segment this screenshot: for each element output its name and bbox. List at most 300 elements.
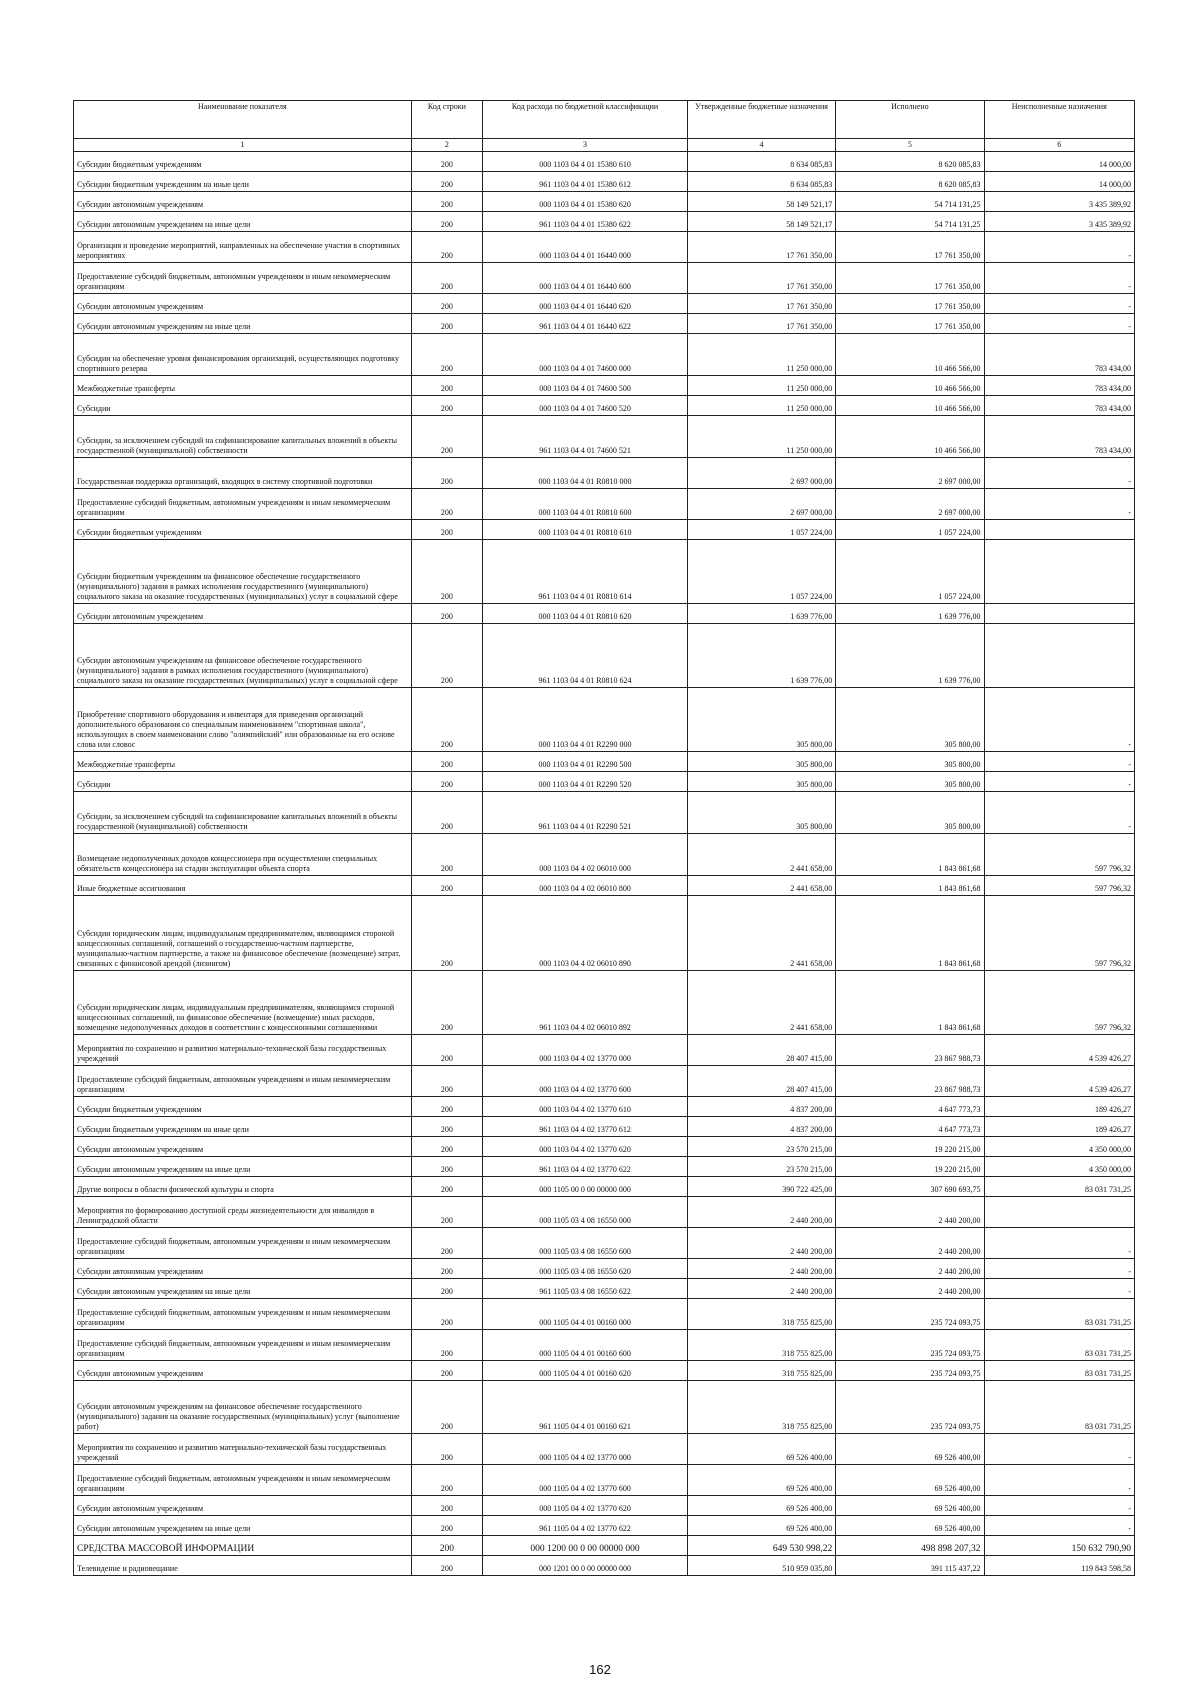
row-line-code: 200 bbox=[411, 232, 483, 263]
row-unexecuted-amount: 3 435 389,92 bbox=[984, 192, 1134, 212]
table-row bbox=[74, 772, 1135, 792]
table-row bbox=[74, 896, 1135, 971]
row-executed-amount: 498 898 207,32 bbox=[836, 1536, 984, 1556]
row-approved-amount: 11 250 000,00 bbox=[687, 416, 835, 458]
row-classification-code: 961 1103 04 4 02 13770 622 bbox=[483, 1157, 688, 1177]
row-approved-amount: 2 440 200,00 bbox=[687, 1197, 835, 1228]
row-unexecuted-amount: 597 796,32 bbox=[984, 971, 1134, 1035]
row-unexecuted-amount bbox=[984, 540, 1134, 604]
row-name: СРЕДСТВА МАССОВОЙ ИНФОРМАЦИИ bbox=[74, 1536, 412, 1556]
row-classification-code: 000 1103 04 4 01 74600 000 bbox=[483, 334, 688, 376]
row-classification-code: 961 1103 04 4 01 74600 521 bbox=[483, 416, 688, 458]
column-number: 4 bbox=[687, 139, 835, 152]
budget-execution-table bbox=[73, 100, 1135, 1576]
row-approved-amount: 2 441 658,00 bbox=[687, 834, 835, 876]
row-executed-amount: 69 526 400,00 bbox=[836, 1516, 984, 1536]
row-unexecuted-amount: 119 843 598,58 bbox=[984, 1556, 1134, 1576]
table-row bbox=[74, 1279, 1135, 1299]
row-unexecuted-amount: - bbox=[984, 1259, 1134, 1279]
row-line-code: 200 bbox=[411, 376, 483, 396]
row-classification-code: 000 1105 04 4 01 00160 600 bbox=[483, 1330, 688, 1361]
row-executed-amount: 10 466 566,00 bbox=[836, 334, 984, 376]
row-classification-code: 000 1105 04 4 01 00160 000 bbox=[483, 1299, 688, 1330]
table-row bbox=[74, 1097, 1135, 1117]
row-unexecuted-amount bbox=[984, 604, 1134, 624]
row-executed-amount: 69 526 400,00 bbox=[836, 1434, 984, 1465]
row-unexecuted-amount: 597 796,32 bbox=[984, 834, 1134, 876]
row-executed-amount: 2 440 200,00 bbox=[836, 1259, 984, 1279]
row-executed-amount: 1 057 224,00 bbox=[836, 540, 984, 604]
header-unexecuted: Неисполненные назначения bbox=[984, 101, 1134, 139]
row-approved-amount: 23 570 215,00 bbox=[687, 1157, 835, 1177]
row-line-code: 200 bbox=[411, 792, 483, 834]
row-line-code: 200 bbox=[411, 1381, 483, 1434]
row-approved-amount: 17 761 350,00 bbox=[687, 294, 835, 314]
row-classification-code: 000 1105 00 0 00 00000 000 bbox=[483, 1177, 688, 1197]
row-name: Субсидии бюджетным учреждениям bbox=[74, 152, 412, 172]
row-approved-amount: 1 639 776,00 bbox=[687, 624, 835, 688]
table-row bbox=[74, 792, 1135, 834]
row-unexecuted-amount: 783 434,00 bbox=[984, 416, 1134, 458]
row-unexecuted-amount: - bbox=[984, 1516, 1134, 1536]
row-executed-amount: 305 800,00 bbox=[836, 772, 984, 792]
row-executed-amount: 10 466 566,00 bbox=[836, 416, 984, 458]
row-name: Субсидии бюджетным учреждениям на иные цели bbox=[74, 172, 412, 192]
row-line-code: 200 bbox=[411, 876, 483, 896]
row-unexecuted-amount: - bbox=[984, 1279, 1134, 1299]
table-row bbox=[74, 1299, 1135, 1330]
row-unexecuted-amount: - bbox=[984, 294, 1134, 314]
row-unexecuted-amount: - bbox=[984, 232, 1134, 263]
row-approved-amount: 8 634 085,83 bbox=[687, 172, 835, 192]
row-approved-amount: 17 761 350,00 bbox=[687, 314, 835, 334]
row-approved-amount: 1 639 776,00 bbox=[687, 604, 835, 624]
header-classification-code: Код расхода по бюджетной классификации bbox=[483, 101, 688, 139]
row-name: Субсидии автономным учреждениям bbox=[74, 1259, 412, 1279]
row-classification-code: 000 1105 03 4 08 16550 600 bbox=[483, 1228, 688, 1259]
row-line-code: 200 bbox=[411, 624, 483, 688]
row-unexecuted-amount: - bbox=[984, 1465, 1134, 1496]
row-approved-amount: 318 755 825,00 bbox=[687, 1361, 835, 1381]
table-row bbox=[74, 172, 1135, 192]
row-name: Предоставление субсидий бюджетным, автономным учреждениям и иным некоммерческим организациям bbox=[74, 1330, 412, 1361]
row-approved-amount: 28 407 415,00 bbox=[687, 1066, 835, 1097]
row-line-code: 200 bbox=[411, 772, 483, 792]
row-unexecuted-amount: 150 632 790,90 bbox=[984, 1536, 1134, 1556]
table-row bbox=[74, 416, 1135, 458]
row-approved-amount: 2 697 000,00 bbox=[687, 458, 835, 489]
header-indicator-name: Наименование показателя bbox=[74, 101, 412, 139]
table-row bbox=[74, 376, 1135, 396]
row-executed-amount: 305 800,00 bbox=[836, 792, 984, 834]
row-unexecuted-amount bbox=[984, 1197, 1134, 1228]
row-approved-amount: 1 057 224,00 bbox=[687, 540, 835, 604]
row-approved-amount: 318 755 825,00 bbox=[687, 1299, 835, 1330]
row-approved-amount: 305 800,00 bbox=[687, 792, 835, 834]
row-name: Субсидии автономным учреждениям на иные цели bbox=[74, 1516, 412, 1536]
column-number: 3 bbox=[483, 139, 688, 152]
row-name: Государственная поддержка организаций, входящих в систему спортивной подготовки bbox=[74, 458, 412, 489]
row-executed-amount: 1 639 776,00 bbox=[836, 604, 984, 624]
row-name: Субсидии автономным учреждениям на иные цели bbox=[74, 1279, 412, 1299]
row-name: Предоставление субсидий бюджетным, автономным учреждениям и иным некоммерческим организациям bbox=[74, 489, 412, 520]
row-approved-amount: 1 057 224,00 bbox=[687, 520, 835, 540]
table-row bbox=[74, 1259, 1135, 1279]
row-name: Мероприятия по сохранению и развитию материально-технической базы государственных учреждений bbox=[74, 1035, 412, 1066]
table-row bbox=[74, 688, 1135, 752]
row-approved-amount: 11 250 000,00 bbox=[687, 396, 835, 416]
row-line-code: 200 bbox=[411, 834, 483, 876]
row-unexecuted-amount: 783 434,00 bbox=[984, 376, 1134, 396]
row-approved-amount: 649 530 998,22 bbox=[687, 1536, 835, 1556]
row-classification-code: 961 1103 04 4 01 15380 622 bbox=[483, 212, 688, 232]
row-unexecuted-amount: 597 796,32 bbox=[984, 896, 1134, 971]
row-unexecuted-amount: 3 435 389,92 bbox=[984, 212, 1134, 232]
row-executed-amount: 235 724 093,75 bbox=[836, 1381, 984, 1434]
row-line-code: 200 bbox=[411, 1516, 483, 1536]
table-row bbox=[74, 1381, 1135, 1434]
row-name: Субсидии бюджетным учреждениям bbox=[74, 1097, 412, 1117]
row-classification-code: 000 1103 04 4 01 16440 000 bbox=[483, 232, 688, 263]
row-executed-amount: 8 620 085,83 bbox=[836, 152, 984, 172]
row-name: Предоставление субсидий бюджетным, автономным учреждениям и иным некоммерческим организациям bbox=[74, 1465, 412, 1496]
table-row bbox=[74, 334, 1135, 376]
row-unexecuted-amount: 189 426,27 bbox=[984, 1117, 1134, 1137]
row-line-code: 200 bbox=[411, 1556, 483, 1576]
row-approved-amount: 305 800,00 bbox=[687, 772, 835, 792]
row-classification-code: 961 1105 04 4 02 13770 622 bbox=[483, 1516, 688, 1536]
table-row bbox=[74, 232, 1135, 263]
row-approved-amount: 2 441 658,00 bbox=[687, 896, 835, 971]
row-line-code: 200 bbox=[411, 752, 483, 772]
row-name: Субсидии на обеспечение уровня финансирования организаций, осуществляющих подготовку спортивного резерва bbox=[74, 334, 412, 376]
row-name: Субсидии автономным учреждениям bbox=[74, 294, 412, 314]
header-line-code: Код строки bbox=[411, 101, 483, 139]
row-classification-code: 000 1103 04 4 02 13770 610 bbox=[483, 1097, 688, 1117]
row-approved-amount: 23 570 215,00 bbox=[687, 1137, 835, 1157]
row-unexecuted-amount: 4 350 000,00 bbox=[984, 1137, 1134, 1157]
row-line-code: 200 bbox=[411, 1157, 483, 1177]
row-line-code: 200 bbox=[411, 896, 483, 971]
row-classification-code: 000 1103 04 4 01 R0810 600 bbox=[483, 489, 688, 520]
table-row bbox=[74, 1465, 1135, 1496]
row-unexecuted-amount: 83 031 731,25 bbox=[984, 1177, 1134, 1197]
row-executed-amount: 23 867 988,73 bbox=[836, 1066, 984, 1097]
row-name: Приобретение спортивного оборудования и инвентаря для приведения организаций дополнительного образования со специальным наименованием "спортивная школа", использующих в своем наименовании слово "олимпийский" или образованные на его основе слова или словос bbox=[74, 688, 412, 752]
row-classification-code: 000 1105 03 4 08 16550 000 bbox=[483, 1197, 688, 1228]
table-row bbox=[74, 1157, 1135, 1177]
row-name: Субсидии бюджетным учреждениям bbox=[74, 520, 412, 540]
row-name: Субсидии бюджетным учреждениям на иные цели bbox=[74, 1117, 412, 1137]
table-row bbox=[74, 396, 1135, 416]
row-approved-amount: 17 761 350,00 bbox=[687, 232, 835, 263]
row-classification-code: 000 1200 00 0 00 00000 000 bbox=[483, 1536, 688, 1556]
row-line-code: 200 bbox=[411, 416, 483, 458]
row-unexecuted-amount: 783 434,00 bbox=[984, 334, 1134, 376]
table-row bbox=[74, 1536, 1135, 1556]
row-name: Телевидение и радиовещание bbox=[74, 1556, 412, 1576]
row-approved-amount: 390 722 425,00 bbox=[687, 1177, 835, 1197]
row-classification-code: 000 1103 04 4 02 06010 000 bbox=[483, 834, 688, 876]
table-row bbox=[74, 1066, 1135, 1097]
row-line-code: 200 bbox=[411, 489, 483, 520]
row-classification-code: 000 1103 04 4 02 06010 800 bbox=[483, 876, 688, 896]
row-unexecuted-amount: 4 350 000,00 bbox=[984, 1157, 1134, 1177]
row-approved-amount: 2 440 200,00 bbox=[687, 1279, 835, 1299]
row-classification-code: 000 1105 04 4 02 13770 600 bbox=[483, 1465, 688, 1496]
row-line-code: 200 bbox=[411, 1197, 483, 1228]
row-executed-amount: 23 867 988,73 bbox=[836, 1035, 984, 1066]
row-name: Субсидии автономным учреждениям на финансовое обеспечение государственного (муниципального) задания в рамках исполнения государственного (муниципального) социального заказа на оказание государственных (муниципальных) услуг в социальной сфере bbox=[74, 624, 412, 688]
row-approved-amount: 4 837 200,00 bbox=[687, 1117, 835, 1137]
table-row bbox=[74, 834, 1135, 876]
row-name: Субсидии автономным учреждениям bbox=[74, 1137, 412, 1157]
table-row bbox=[74, 520, 1135, 540]
row-executed-amount: 54 714 131,25 bbox=[836, 192, 984, 212]
row-executed-amount: 235 724 093,75 bbox=[836, 1330, 984, 1361]
row-approved-amount: 69 526 400,00 bbox=[687, 1434, 835, 1465]
row-line-code: 200 bbox=[411, 971, 483, 1035]
row-line-code: 200 bbox=[411, 192, 483, 212]
row-approved-amount: 305 800,00 bbox=[687, 688, 835, 752]
row-name: Субсидии, за исключением субсидий на софинансирование капитальных вложений в объекты государственной (муниципальной) собственности bbox=[74, 416, 412, 458]
row-unexecuted-amount: - bbox=[984, 458, 1134, 489]
row-approved-amount: 2 441 658,00 bbox=[687, 971, 835, 1035]
column-number: 5 bbox=[836, 139, 984, 152]
row-name: Предоставление субсидий бюджетным, автономным учреждениям и иным некоммерческим организациям bbox=[74, 1066, 412, 1097]
row-line-code: 200 bbox=[411, 1330, 483, 1361]
row-unexecuted-amount: - bbox=[984, 772, 1134, 792]
row-classification-code: 000 1105 04 4 02 13770 000 bbox=[483, 1434, 688, 1465]
column-number: 1 bbox=[74, 139, 412, 152]
row-line-code: 200 bbox=[411, 458, 483, 489]
row-classification-code: 000 1103 04 4 01 15380 620 bbox=[483, 192, 688, 212]
row-line-code: 200 bbox=[411, 1259, 483, 1279]
row-executed-amount: 17 761 350,00 bbox=[836, 314, 984, 334]
row-line-code: 200 bbox=[411, 1496, 483, 1516]
row-classification-code: 000 1103 04 4 01 R0810 610 bbox=[483, 520, 688, 540]
row-line-code: 200 bbox=[411, 1177, 483, 1197]
row-line-code: 200 bbox=[411, 1465, 483, 1496]
row-classification-code: 961 1103 04 4 02 13770 612 bbox=[483, 1117, 688, 1137]
row-name: Субсидии автономным учреждениям на финансовое обеспечение государственного (муниципального) задания на оказание государственных (муниципальных) услуг (выполнение работ) bbox=[74, 1381, 412, 1434]
column-number: 2 bbox=[411, 139, 483, 152]
row-classification-code: 000 1201 00 0 00 00000 000 bbox=[483, 1556, 688, 1576]
row-executed-amount: 69 526 400,00 bbox=[836, 1465, 984, 1496]
row-name: Иные бюджетные ассигнования bbox=[74, 876, 412, 896]
table-row bbox=[74, 294, 1135, 314]
row-unexecuted-amount: - bbox=[984, 792, 1134, 834]
row-executed-amount: 69 526 400,00 bbox=[836, 1496, 984, 1516]
row-executed-amount: 391 115 437,22 bbox=[836, 1556, 984, 1576]
row-executed-amount: 2 697 000,00 bbox=[836, 489, 984, 520]
row-executed-amount: 10 466 566,00 bbox=[836, 396, 984, 416]
row-name: Возмещение недополученных доходов концессионера при осуществлении специальных обязательств концессионера на стадии эксплуатации объекта спорта bbox=[74, 834, 412, 876]
row-classification-code: 000 1103 04 4 01 R2290 520 bbox=[483, 772, 688, 792]
row-line-code: 200 bbox=[411, 396, 483, 416]
row-executed-amount: 305 800,00 bbox=[836, 752, 984, 772]
row-executed-amount: 10 466 566,00 bbox=[836, 376, 984, 396]
table-row bbox=[74, 458, 1135, 489]
column-number-row bbox=[74, 139, 1135, 152]
row-name: Мероприятия по сохранению и развитию материально-технической базы государственных учреждений bbox=[74, 1434, 412, 1465]
row-approved-amount: 69 526 400,00 bbox=[687, 1496, 835, 1516]
row-classification-code: 961 1103 04 4 01 R0810 614 bbox=[483, 540, 688, 604]
row-classification-code: 961 1103 04 4 02 06010 892 bbox=[483, 971, 688, 1035]
table-row bbox=[74, 1177, 1135, 1197]
row-line-code: 200 bbox=[411, 1117, 483, 1137]
row-unexecuted-amount bbox=[984, 624, 1134, 688]
row-executed-amount: 1 843 861,68 bbox=[836, 896, 984, 971]
table-row bbox=[74, 876, 1135, 896]
row-name: Предоставление субсидий бюджетным, автономным учреждениям и иным некоммерческим организациям bbox=[74, 1228, 412, 1259]
row-line-code: 200 bbox=[411, 1097, 483, 1117]
row-classification-code: 000 1103 04 4 01 16440 620 bbox=[483, 294, 688, 314]
row-name: Межбюджетные трансферты bbox=[74, 752, 412, 772]
table-row bbox=[74, 624, 1135, 688]
table-row bbox=[74, 604, 1135, 624]
table-row bbox=[74, 192, 1135, 212]
row-executed-amount: 2 440 200,00 bbox=[836, 1228, 984, 1259]
row-unexecuted-amount: 14 000,00 bbox=[984, 172, 1134, 192]
header-approved: Утвержденные бюджетные назначения bbox=[687, 101, 835, 139]
row-executed-amount: 4 647 773,73 bbox=[836, 1097, 984, 1117]
row-executed-amount: 8 620 085,83 bbox=[836, 172, 984, 192]
row-line-code: 200 bbox=[411, 604, 483, 624]
row-executed-amount: 307 690 693,75 bbox=[836, 1177, 984, 1197]
row-executed-amount: 19 220 215,00 bbox=[836, 1137, 984, 1157]
row-name: Субсидии автономным учреждениям bbox=[74, 192, 412, 212]
row-line-code: 200 bbox=[411, 688, 483, 752]
row-executed-amount: 17 761 350,00 bbox=[836, 294, 984, 314]
header-executed: Исполнено bbox=[836, 101, 984, 139]
row-line-code: 200 bbox=[411, 152, 483, 172]
page-number: 162 bbox=[589, 1662, 611, 1677]
table-row bbox=[74, 489, 1135, 520]
row-classification-code: 000 1103 04 4 02 13770 600 bbox=[483, 1066, 688, 1097]
row-approved-amount: 11 250 000,00 bbox=[687, 376, 835, 396]
row-executed-amount: 1 843 861,68 bbox=[836, 876, 984, 896]
row-approved-amount: 2 440 200,00 bbox=[687, 1228, 835, 1259]
table-row bbox=[74, 1117, 1135, 1137]
row-line-code: 200 bbox=[411, 1361, 483, 1381]
row-approved-amount: 2 441 658,00 bbox=[687, 876, 835, 896]
table-row bbox=[74, 1035, 1135, 1066]
row-approved-amount: 69 526 400,00 bbox=[687, 1465, 835, 1496]
table-body bbox=[74, 152, 1135, 1576]
row-classification-code: 000 1103 04 4 01 16440 600 bbox=[483, 263, 688, 294]
row-name: Другие вопросы в области физической культуры и спорта bbox=[74, 1177, 412, 1197]
row-classification-code: 000 1105 03 4 08 16550 620 bbox=[483, 1259, 688, 1279]
row-executed-amount: 2 440 200,00 bbox=[836, 1197, 984, 1228]
row-approved-amount: 4 837 200,00 bbox=[687, 1097, 835, 1117]
row-name: Организация и проведение мероприятий, направленных на обеспечение участия в спортивных мероприятиях bbox=[74, 232, 412, 263]
row-unexecuted-amount: - bbox=[984, 314, 1134, 334]
row-name: Субсидии автономным учреждениям на иные цели bbox=[74, 314, 412, 334]
table-row bbox=[74, 1361, 1135, 1381]
row-line-code: 200 bbox=[411, 1299, 483, 1330]
row-executed-amount: 1 639 776,00 bbox=[836, 624, 984, 688]
table-row bbox=[74, 971, 1135, 1035]
row-executed-amount: 4 647 773,73 bbox=[836, 1117, 984, 1137]
row-classification-code: 000 1103 04 4 01 15380 610 bbox=[483, 152, 688, 172]
row-line-code: 200 bbox=[411, 212, 483, 232]
row-line-code: 200 bbox=[411, 1536, 483, 1556]
row-name: Субсидии автономным учреждениям bbox=[74, 604, 412, 624]
row-line-code: 200 bbox=[411, 1137, 483, 1157]
row-unexecuted-amount: 4 539 426,27 bbox=[984, 1035, 1134, 1066]
row-executed-amount: 19 220 215,00 bbox=[836, 1157, 984, 1177]
row-line-code: 200 bbox=[411, 1066, 483, 1097]
row-name: Субсидии автономным учреждениям bbox=[74, 1361, 412, 1381]
table-row bbox=[74, 1137, 1135, 1157]
row-unexecuted-amount: - bbox=[984, 1434, 1134, 1465]
row-approved-amount: 11 250 000,00 bbox=[687, 334, 835, 376]
table-row bbox=[74, 1330, 1135, 1361]
row-unexecuted-amount: - bbox=[984, 752, 1134, 772]
row-line-code: 200 bbox=[411, 1228, 483, 1259]
table-row bbox=[74, 1197, 1135, 1228]
row-classification-code: 000 1105 04 4 02 13770 620 bbox=[483, 1496, 688, 1516]
row-unexecuted-amount: - bbox=[984, 489, 1134, 520]
row-name: Субсидии юридическим лицам, индивидуальным предпринимателям, являющимся стороной концессионных соглашений, соглашений о государственно-частном партнерстве, муниципально-частном партнерстве, а также на финансовое обеспечение (возмещение) затрат, связанных с финансовой арендой (лизингом) bbox=[74, 896, 412, 971]
table-row bbox=[74, 1434, 1135, 1465]
row-unexecuted-amount: 783 434,00 bbox=[984, 396, 1134, 416]
row-line-code: 200 bbox=[411, 1434, 483, 1465]
row-approved-amount: 58 149 521,17 bbox=[687, 192, 835, 212]
row-unexecuted-amount: 189 426,27 bbox=[984, 1097, 1134, 1117]
row-unexecuted-amount: 83 031 731,25 bbox=[984, 1381, 1134, 1434]
row-unexecuted-amount bbox=[984, 520, 1134, 540]
row-executed-amount: 2 440 200,00 bbox=[836, 1279, 984, 1299]
row-line-code: 200 bbox=[411, 1279, 483, 1299]
row-approved-amount: 58 149 521,17 bbox=[687, 212, 835, 232]
row-name: Предоставление субсидий бюджетным, автономным учреждениям и иным некоммерческим организациям bbox=[74, 263, 412, 294]
row-classification-code: 000 1103 04 4 01 R0810 620 bbox=[483, 604, 688, 624]
row-name: Субсидии бюджетным учреждениям на финансовое обеспечение государственного (муниципального) задания в рамках исполнения государственного (муниципального) социального заказа на оказание государственных (муниципальных) услуг в социальной сфере bbox=[74, 540, 412, 604]
row-classification-code: 961 1105 04 4 01 00160 621 bbox=[483, 1381, 688, 1434]
row-executed-amount: 2 697 000,00 bbox=[836, 458, 984, 489]
row-line-code: 200 bbox=[411, 263, 483, 294]
row-executed-amount: 1 843 861,68 bbox=[836, 834, 984, 876]
row-executed-amount: 235 724 093,75 bbox=[836, 1299, 984, 1330]
row-classification-code: 961 1103 04 4 01 16440 622 bbox=[483, 314, 688, 334]
row-classification-code: 000 1105 04 4 01 00160 620 bbox=[483, 1361, 688, 1381]
row-line-code: 200 bbox=[411, 520, 483, 540]
row-classification-code: 961 1103 04 4 01 R2290 521 bbox=[483, 792, 688, 834]
table-row bbox=[74, 1516, 1135, 1536]
table-row bbox=[74, 1556, 1135, 1576]
row-classification-code: 000 1103 04 4 02 13770 620 bbox=[483, 1137, 688, 1157]
table-row bbox=[74, 540, 1135, 604]
row-line-code: 200 bbox=[411, 294, 483, 314]
row-approved-amount: 510 959 035,80 bbox=[687, 1556, 835, 1576]
row-classification-code: 000 1103 04 4 02 13770 000 bbox=[483, 1035, 688, 1066]
table-header-row bbox=[74, 101, 1135, 139]
row-unexecuted-amount: 14 000,00 bbox=[984, 152, 1134, 172]
row-line-code: 200 bbox=[411, 314, 483, 334]
row-classification-code: 000 1103 04 4 01 R0810 000 bbox=[483, 458, 688, 489]
row-name: Субсидии bbox=[74, 772, 412, 792]
row-unexecuted-amount: 597 796,32 bbox=[984, 876, 1134, 896]
row-approved-amount: 2 440 200,00 bbox=[687, 1259, 835, 1279]
row-unexecuted-amount: 83 031 731,25 bbox=[984, 1361, 1134, 1381]
row-executed-amount: 17 761 350,00 bbox=[836, 232, 984, 263]
row-unexecuted-amount: - bbox=[984, 263, 1134, 294]
row-unexecuted-amount: 4 539 426,27 bbox=[984, 1066, 1134, 1097]
row-classification-code: 961 1105 03 4 08 16550 622 bbox=[483, 1279, 688, 1299]
row-line-code: 200 bbox=[411, 540, 483, 604]
